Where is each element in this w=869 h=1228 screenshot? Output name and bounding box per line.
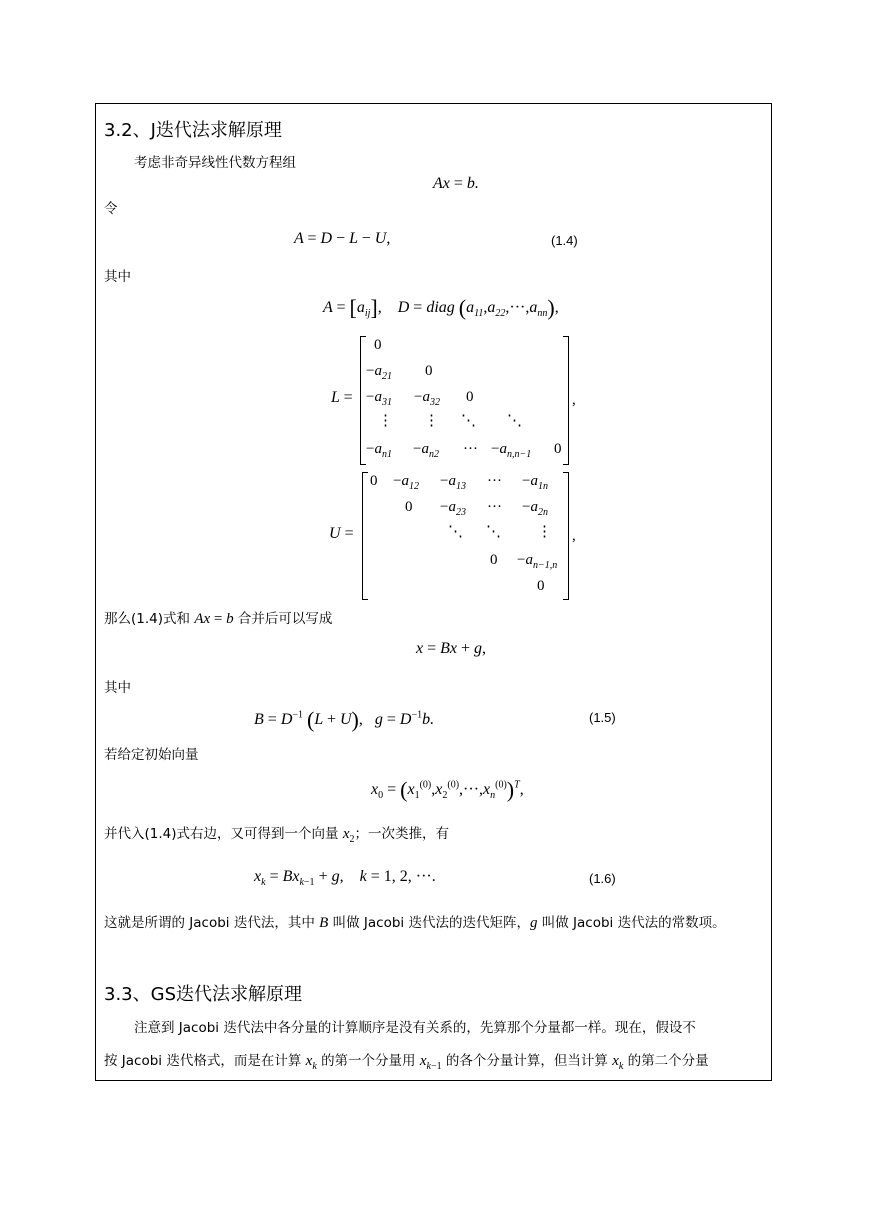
paragraph-consider: 考虑非奇异线性代数方程组 — [134, 155, 296, 171]
paragraph-then: 那么(1.4)式和 Ax = b 合并后可以写成 — [104, 611, 333, 627]
text-let: 令 — [104, 201, 118, 217]
equation-1-5: $B = D^{-1}$ (L + U), $g = D^{-1}b$. — [254, 707, 435, 732]
text-given: 若给定初始向量 — [104, 747, 199, 763]
equation-tag-1-5: (1.5) — [589, 710, 616, 725]
section-heading-3-2: 3.2、J迭代法求解原理 — [104, 120, 282, 141]
text-where-2: 其中 — [104, 680, 131, 696]
equation-a-d-definition: $A = [a_{ij}]$, D = diag $(a_{11},a_{22},\cdot\cdot\cdot,a_{nn})$, — [323, 295, 559, 320]
equation-x-bx-g: x = Bx + g, — [416, 640, 487, 657]
matrix-l-right-bracket — [563, 336, 569, 465]
document-frame — [95, 103, 772, 1081]
equation-1-6: $x_k = Bx_{k-1} + g$, k = 1, 2, ···. — [254, 868, 436, 889]
equation-x0: $x_0 = (x_1^{(0)},x_2^{(0)},\cdot\cdot\cdot,x_n^{(0)})^T$, — [371, 777, 524, 802]
equation-ax-b: Ax = b. — [433, 175, 479, 192]
paragraph-substitute: 并代入(1.4)式右边，又可得到一个向量 $x_2$；一次类推，有 — [104, 826, 449, 845]
matrix-u-label: U = — [329, 525, 354, 542]
section-heading-3-3: 3.3、GS迭代法求解原理 — [104, 984, 302, 1005]
matrix-u-left-bracket — [362, 472, 368, 600]
matrix-l-label: L = — [331, 389, 353, 406]
paragraph-jacobi: 这就是所谓的 Jacobi 迭代法，其中 B 叫做 Jacobi 迭代法的迭代矩阵，g 叫做 Jacobi 迭代法的常数项。 — [104, 915, 726, 931]
text-where-1: 其中 — [104, 269, 131, 285]
matrix-u-right-bracket — [563, 472, 569, 600]
paragraph-gs-line-1: 注意到 Jacobi 迭代法中各分量的计算顺序是没有关系的，先算那个分量都一样。现在，假设不 — [134, 1020, 696, 1036]
equation-1-4: A = D − L − U, — [294, 230, 391, 247]
paragraph-gs-line-2: 按 Jacobi 迭代格式，而是在计算 $x_k$ 的第一个分量用 $x_{k-1}$ 的各个分量计算，但当计算 $x_k$ 的第二个分量 — [104, 1053, 709, 1072]
equation-tag-1-6: (1.6) — [589, 871, 616, 886]
equation-tag-1-4: (1.4) — [551, 233, 578, 248]
